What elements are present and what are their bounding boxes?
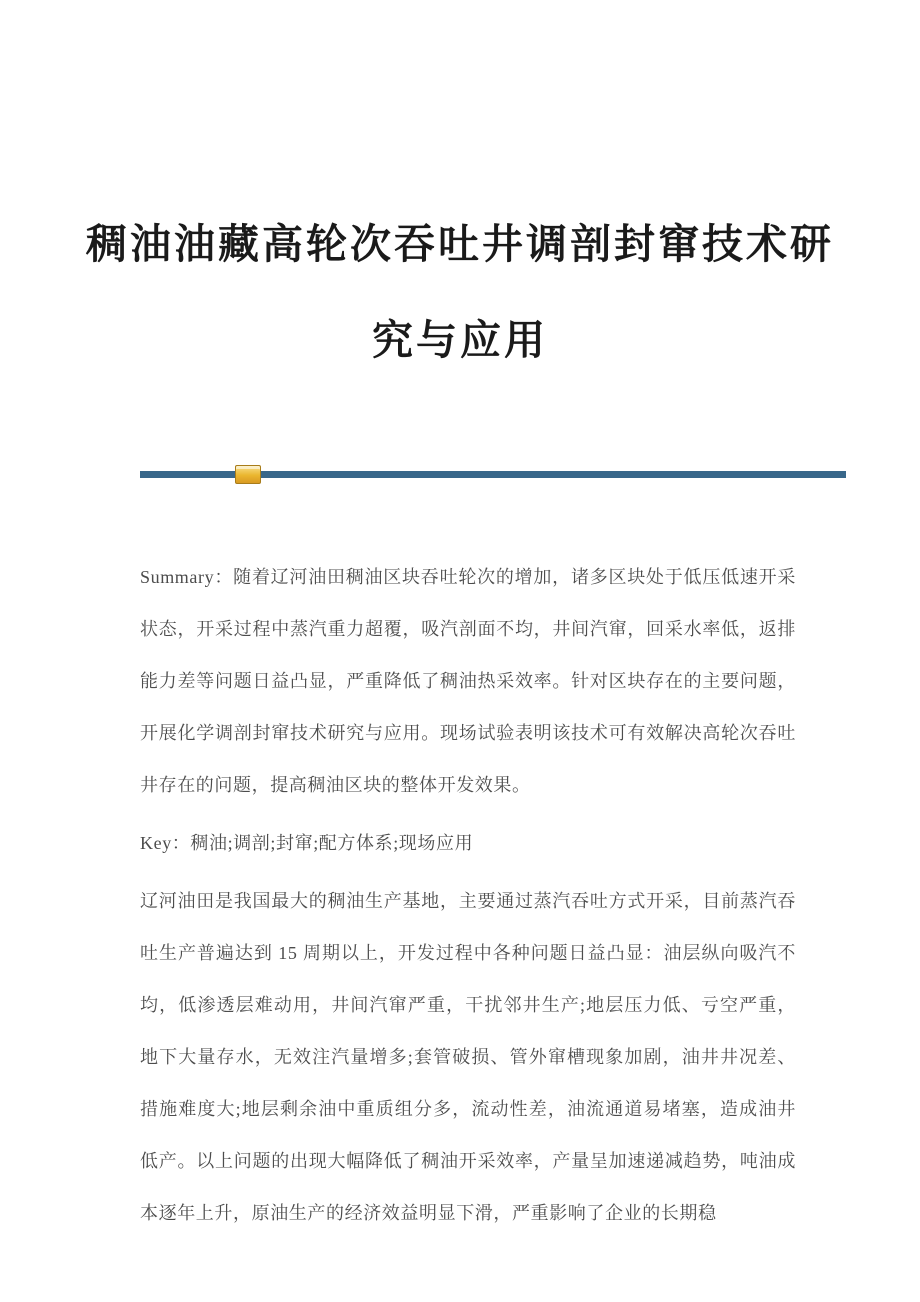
introduction-paragraph: 辽河油田是我国最大的稠油生产基地，主要通过蒸汽吞吐方式开采，目前蒸汽吞吐生产普遍达到 15 周期以上，开发过程中各种问题日益凸显：油层纵向吸汽不均，低渗透层难动用，井间汽窜严重，干扰邻井生产;地层压力低、亏空严重，地下大量存水，无效注汽量增多;套管破损、管外窜槽现象加剧，油井井况差、措施难度大;地层剩余油中重质组分多，流动性差，油流通道易堵塞，造成油井低产。以上问题的出现大幅降低了稠油开采效率，产量呈加速递减趋势，吨油成本逐年上升，原油生产的经济效益明显下滑，严重影响了企业的长期稳: [140, 891, 796, 1223]
document-body: [140, 551, 796, 1245]
title-line-1: 稠油油藏高轮次吞吐井调剖封窜技术研: [86, 221, 834, 267]
title-divider-rule: [140, 471, 846, 478]
summary-paragraph: Summary：随着辽河油田稠油区块吞吐轮次的增加，诸多区块处于低压低速开采状态，开采过程中蒸汽重力超覆，吸汽剖面不均，井间汽窜，回采水率低，返排能力差等问题日益凸显，严重降低了稠油热采效率。针对区块存在的主要问题，开展化学调剖封窜技术研究与应用。现场试验表明该技术可有效解决高轮次吞吐井存在的问题，提高稠油区块的整体开发效果。: [140, 567, 796, 795]
gold-marker-icon: [235, 465, 261, 484]
title-line-2: 究与应用: [372, 317, 548, 363]
document-title: [0, 0, 920, 388]
keywords-paragraph: Key：稠油;调剖;封窜;配方体系;现场应用: [140, 833, 474, 853]
